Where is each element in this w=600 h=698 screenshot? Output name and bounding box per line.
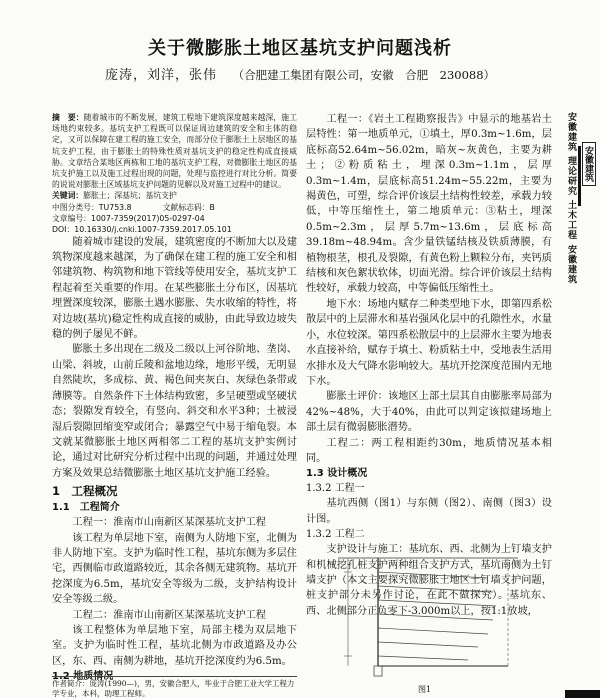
article-number: 文章编号：1007-7359(2017)05-0297-04: [52, 213, 205, 223]
intro-paragraph-1: 随着城市建设的发展，建筑密度的不断加大以及建筑物深度越来越深，为了确保在建工程的施工安全和相邻建筑物、构筑物和地下管线等使用安全，基坑支护工程起着至关重要的作用。在某些膨胀土分布区，因基坑埋置深度较深，膨胀土遇水膨胀、失水收缩的特性，将对边坡(基坑)稳定性构成直接的威胁，由此导致边坡失稳的例子屡见不鲜。: [52, 236, 297, 341]
design-paragraph-2: 支护设计与施工：基坑东、西、北侧为上钉墙支护和机械挖孔桩支护两种组合支护方式，基坑南侧为土钉墙支护（本文主要探究微膨胀土地区土钉墙支护问题，桩支护部分未另作讨论，在此不做探究）。基坑东、西、北侧部分正负零下-3.000m以上，按1:1放坡，: [306, 544, 552, 617]
project-2-geology: 工程二：两工程相距约30m，地质情况基本相同。: [306, 437, 552, 464]
abstract-text: 随着城市的不断发展，建筑工程地下建筑深度越来越深，施工场地约束较多。基坑支护工程既可以保证周边建筑的安全和主体的稳定，又可以保障在建工程的施工安全，而部分位于膨胀土上层地区的基坑支护工程，由于膨胀土的特殊性质对基坑支护的稳定性构成直接威胁。文章结合某地区两栋和工地的基坑支护工程，对微膨胀土地区的基坑支护施工以及施工过程出现的问题，处理与监控进行对比分析。简要的说说对膨胀土区域基坑支护问题的见解以及对施工过程中的建议。: [52, 113, 298, 190]
project-1-name: 工程一：淮南市山南新区某深基坑支护工程: [72, 517, 266, 529]
section-1-1-heading: 1.1 工程简介: [52, 502, 120, 514]
keywords: [52, 190, 297, 201]
figure-1-caption: 图1: [418, 685, 432, 694]
groundwater-paragraph: 地下水：场地内赋存二种类型地下水，即第四系松散层中的上层滞水和基岩强风化层中的孔隙性水，水量小，水位较深。第四系松散层中的上层滞水主要为地表水直接补给，赋存于填土、粉质粘土中，受地表生活用水排水及大气降水影响较大。基坑开挖深度范围内无地下水。: [306, 298, 552, 387]
project-2-name: 工程二：淮南市山南新区某深基坑支护工程: [72, 609, 266, 621]
section-1-heading: 1 工程概况: [52, 484, 118, 499]
right-column: [306, 112, 552, 619]
design-paragraph-1: 基坑西侧（图1）与东侧（图2）、南侧（图3）设计图。: [306, 498, 552, 525]
author-footnote: 作者简介：庞涛(1990—)，男，安徽合肥人，毕业于合肥工业大学工程力学专业，本科，助理工程师。: [52, 676, 297, 698]
left-column: [52, 112, 297, 684]
geology-paragraph-1: 工程一：《岩土工程勘察报告》中显示的地基岩土层特性：第一地质单元，①填土，厚0.3m~1.6m，层底标高52.64m~56.02m，暗灰~灰黄色，主要为耕土；②粉质粘土，埋深0.3m~1.1m，层厚0.3m~1.4m，层底标高51.24m~55.22m，主要为褐黄色，可塑，综合评价该层土结构性较差，承载力较低，中等压缩性土，第二地质单元：③粘土，埋深0.5m~2.3m，层厚5.7m~13.6m，层底标高39.18m~48.94m。含少量铁锰结核及铁质薄膜，有植物根茎，根孔及裂隙，有黄色粉上颗粒分布，夹钙质结核和灰色絮状软体，切面光滑。综合评价该层土结构性较好，承载力较高，中等偏低压缩性土。: [306, 114, 552, 295]
journal-side-tab: [560, 112, 600, 312]
clc-line: 中图分类号：TU753.8 文献标志码：B: [52, 202, 215, 212]
section-1-3-1-heading: 1.3.2 工程一: [306, 483, 365, 495]
project-1-description: 该工程为单层地下室，南侧为人防地下室，北侧为非人防地下室。支护为临时性工程，基坑东侧为多层住宅，西侧临市政道路较近，其余各侧无建筑物。基坑开挖深度为6.5m，基坑安全等级为二级，支护结构设计安全等级二级。: [52, 532, 297, 606]
intro-paragraph-2: 膨胀土多出现在二级及二级以上河谷阶地、垄岗、山梁、斜坡，山前丘陵和盆地边缘，地形平缓，无明显自然陡坎，多成棕、黄、褐色间夹灰白、灰绿色条带或薄膜等。自然条件下土体结构致密，多呈硬塑或坚硬状态；裂隙发育较全，有竖向、斜交和水平3种；土被浸湿后裂隙回缩变窄或闭合；暴露空气中易于缩龟裂。本文就某微膨胀土地区两相邻二工程的基坑支护实例讨论，通过对比研究分析过程中出现的问题，并通过处理方案及效果总结微膨胀土地区基坑支护施工经验。: [52, 344, 297, 479]
paper-title: 关于微膨胀土地区基坑支护问题浅析: [148, 38, 452, 59]
figure-1: [318, 548, 548, 698]
soil-nail-section-diagram: [318, 548, 548, 698]
abstract-label: 摘 要：: [52, 113, 84, 122]
section-1-3-heading: 1.3 设计概况: [306, 468, 368, 480]
authors: 庞涛，刘洋，张伟: [104, 68, 217, 83]
affiliation: （合肥建工集团有限公司，安徽 合肥 230088）: [232, 68, 496, 82]
section-1-3-2-heading: 1.3.2 工程二: [306, 529, 365, 541]
project-2-description: 该工程整体为单层地下室，局部主楼为双层地下室。支护为临时性工程，基坑北侧为市政道路及办公区，东、西、南侧为耕地，基坑开挖深度约为6.5m。: [52, 624, 297, 667]
side-tab-bar: [578, 146, 581, 206]
section-1-2-heading: 1.2 地质情况: [52, 671, 114, 683]
keywords-text: 膨胀土；深基坑；基坑支护: [83, 191, 177, 201]
side-tab-main-text: 安徽建筑 理论研究 土木工程 安徽建筑: [566, 112, 576, 285]
byline: [60, 64, 540, 83]
doi: DOI：10.16330/j.cnki.1007-7359.2017.05.101: [52, 224, 232, 234]
abstract: [52, 112, 297, 190]
side-tab-label: 安徽建筑: [582, 142, 596, 186]
page-number-block: [565, 690, 600, 698]
keywords-label: 关键词：: [52, 191, 84, 201]
expansive-soil-paragraph: 膨胀土评价：该地区上部土层其自由膨胀率局部为42%~48%，大于40%，由此可以判定该拟建场地上部土层有微弱膨胀潜势。: [306, 391, 552, 434]
